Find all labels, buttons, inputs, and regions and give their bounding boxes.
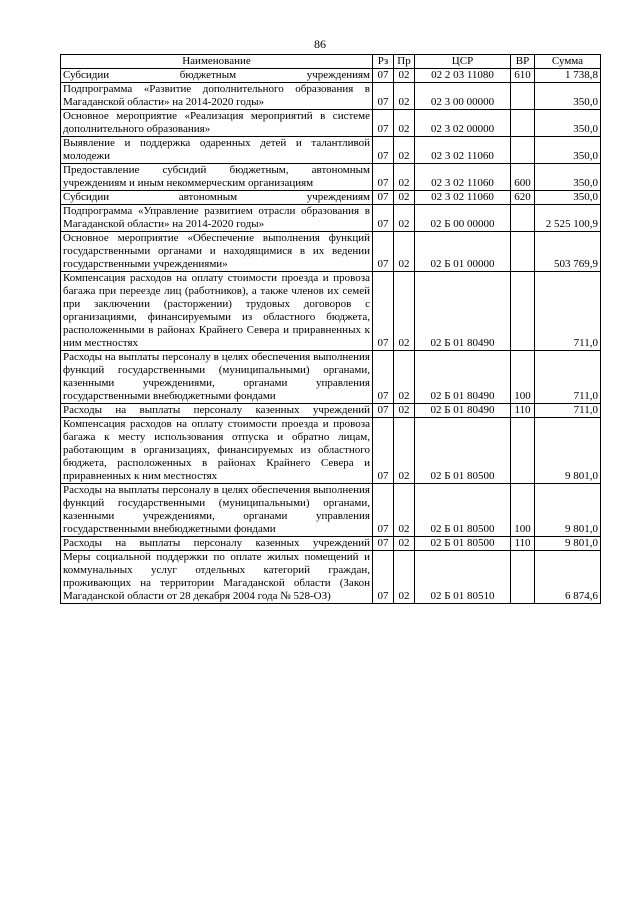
header-pr: Пр	[394, 55, 415, 69]
header-rz: Рз	[373, 55, 394, 69]
row-csr: 02 3 00 00000	[415, 83, 511, 110]
row-vr: 110	[511, 404, 535, 418]
row-csr: 02 Б 01 80500	[415, 418, 511, 484]
row-sum: 9 801,0	[535, 484, 601, 537]
row-name: Выявление и поддержка одаренных детей и талантливой молодежи	[61, 137, 373, 164]
row-pr: 02	[394, 83, 415, 110]
row-vr	[511, 110, 535, 137]
row-sum: 9 801,0	[535, 537, 601, 551]
table-row	[61, 191, 601, 205]
row-name: Расходы на выплаты персоналу казенных учреждений	[61, 537, 373, 551]
budget-table	[60, 54, 601, 604]
row-vr: 100	[511, 351, 535, 404]
table-row	[61, 272, 601, 351]
row-vr	[511, 418, 535, 484]
row-csr: 02 3 02 11060	[415, 191, 511, 205]
row-pr: 02	[394, 537, 415, 551]
row-sum: 711,0	[535, 351, 601, 404]
row-pr: 02	[394, 137, 415, 164]
row-csr: 02 3 02 00000	[415, 110, 511, 137]
row-vr: 100	[511, 484, 535, 537]
table-row	[61, 164, 601, 191]
row-name: Компенсация расходов на оплату стоимости проезда и провоза багажа при переезде лиц (работников), а также членов их семей при заключении (расторжении) трудовых договоров с организациями, финансируемыми из областного бюджета, расположенными в районах Крайнего Севера и приравненных к ним местностях	[61, 272, 373, 351]
row-pr: 02	[394, 191, 415, 205]
row-vr: 610	[511, 69, 535, 83]
table-row	[61, 137, 601, 164]
row-rz: 07	[373, 83, 394, 110]
table-row	[61, 110, 601, 137]
row-sum: 9 801,0	[535, 418, 601, 484]
row-pr: 02	[394, 69, 415, 83]
row-vr	[511, 272, 535, 351]
row-rz: 07	[373, 110, 394, 137]
row-sum: 2 525 100,9	[535, 205, 601, 232]
table-row	[61, 232, 601, 272]
row-pr: 02	[394, 351, 415, 404]
row-pr: 02	[394, 205, 415, 232]
row-rz: 07	[373, 537, 394, 551]
row-vr: 600	[511, 164, 535, 191]
row-csr: 02 2 03 11080	[415, 69, 511, 83]
row-sum: 350,0	[535, 83, 601, 110]
table-row	[61, 537, 601, 551]
table-row	[61, 83, 601, 110]
row-vr: 110	[511, 537, 535, 551]
table-row	[61, 404, 601, 418]
page-number: 86	[314, 37, 326, 51]
row-rz: 07	[373, 232, 394, 272]
row-name: Подпрограмма «Развитие дополнительного образования в Магаданской области» на 2014-2020 годы»	[61, 83, 373, 110]
row-csr: 02 Б 01 00000	[415, 232, 511, 272]
row-rz: 07	[373, 351, 394, 404]
row-csr: 02 Б 01 80490	[415, 272, 511, 351]
row-rz: 07	[373, 551, 394, 604]
row-vr	[511, 205, 535, 232]
row-name: Предоставление субсидий бюджетным, автономным учреждениям и иным некоммерческим организациям	[61, 164, 373, 191]
row-csr: 02 Б 01 80500	[415, 537, 511, 551]
row-pr: 02	[394, 164, 415, 191]
row-csr: 02 Б 01 80510	[415, 551, 511, 604]
row-vr: 620	[511, 191, 535, 205]
row-vr	[511, 551, 535, 604]
row-rz: 07	[373, 484, 394, 537]
row-pr: 02	[394, 232, 415, 272]
row-sum: 1 738,8	[535, 69, 601, 83]
table-row	[61, 205, 601, 232]
row-rz: 07	[373, 69, 394, 83]
row-pr: 02	[394, 484, 415, 537]
row-name: Основное мероприятие «Обеспечение выполнения функций государственными органами и находящимися в их ведении государственными учреждениями»	[61, 232, 373, 272]
row-csr: 02 3 02 11060	[415, 164, 511, 191]
row-vr	[511, 137, 535, 164]
row-pr: 02	[394, 272, 415, 351]
row-vr	[511, 83, 535, 110]
row-name: Субсидии бюджетным учреждениям	[61, 69, 373, 83]
table-row	[61, 551, 601, 604]
row-name: Меры социальной поддержки по оплате жилых помещений и коммунальных услуг отдельных категорий граждан, проживающих на территории Магаданской области (Закон Магаданской области от 28 декабря 2004 года № 528-ОЗ)	[61, 551, 373, 604]
header-row	[61, 55, 601, 69]
row-rz: 07	[373, 418, 394, 484]
row-pr: 02	[394, 110, 415, 137]
row-name: Компенсация расходов на оплату стоимости проезда и провоза багажа к месту использования отпуска и обратно лицам, работающим в организациях, финансируемых из областного бюджета, расположенных в районах Крайнего Севера и приравненных к ним местностях	[61, 418, 373, 484]
table-row	[61, 69, 601, 83]
row-name: Расходы на выплаты персоналу казенных учреждений	[61, 404, 373, 418]
row-name: Расходы на выплаты персоналу в целях обеспечения выполнения функций государственными (муниципальными) органами, казенными учреждениями, органами управления государственными внебюджетными фондами	[61, 351, 373, 404]
row-name: Расходы на выплаты персоналу в целях обеспечения выполнения функций государственными (муниципальными) органами, казенными учреждениями, органами управления государственными внебюджетными фондами	[61, 484, 373, 537]
row-sum: 350,0	[535, 191, 601, 205]
row-csr: 02 Б 00 00000	[415, 205, 511, 232]
table-row	[61, 351, 601, 404]
table-row	[61, 418, 601, 484]
row-rz: 07	[373, 137, 394, 164]
row-sum: 711,0	[535, 272, 601, 351]
header-csr: ЦСР	[415, 55, 511, 69]
row-vr	[511, 232, 535, 272]
row-pr: 02	[394, 404, 415, 418]
row-name: Субсидии автономным учреждениям	[61, 191, 373, 205]
table-row	[61, 484, 601, 537]
row-csr: 02 Б 01 80490	[415, 351, 511, 404]
row-sum: 503 769,9	[535, 232, 601, 272]
header-vr: ВР	[511, 55, 535, 69]
row-pr: 02	[394, 551, 415, 604]
row-rz: 07	[373, 164, 394, 191]
row-rz: 07	[373, 272, 394, 351]
row-sum: 350,0	[535, 137, 601, 164]
row-rz: 07	[373, 191, 394, 205]
row-sum: 350,0	[535, 164, 601, 191]
row-rz: 07	[373, 205, 394, 232]
header-sum: Сумма	[535, 55, 601, 69]
row-csr: 02 3 02 11060	[415, 137, 511, 164]
row-sum: 350,0	[535, 110, 601, 137]
row-csr: 02 Б 01 80490	[415, 404, 511, 418]
row-name: Подпрограмма «Управление развитием отрасли образования в Магаданской области» на 2014-2020 годы»	[61, 205, 373, 232]
header-name: Наименование	[61, 55, 373, 69]
row-sum: 711,0	[535, 404, 601, 418]
row-pr: 02	[394, 418, 415, 484]
row-name: Основное мероприятие «Реализация мероприятий в системе дополнительного образования»	[61, 110, 373, 137]
row-sum: 6 874,6	[535, 551, 601, 604]
row-rz: 07	[373, 404, 394, 418]
row-csr: 02 Б 01 80500	[415, 484, 511, 537]
